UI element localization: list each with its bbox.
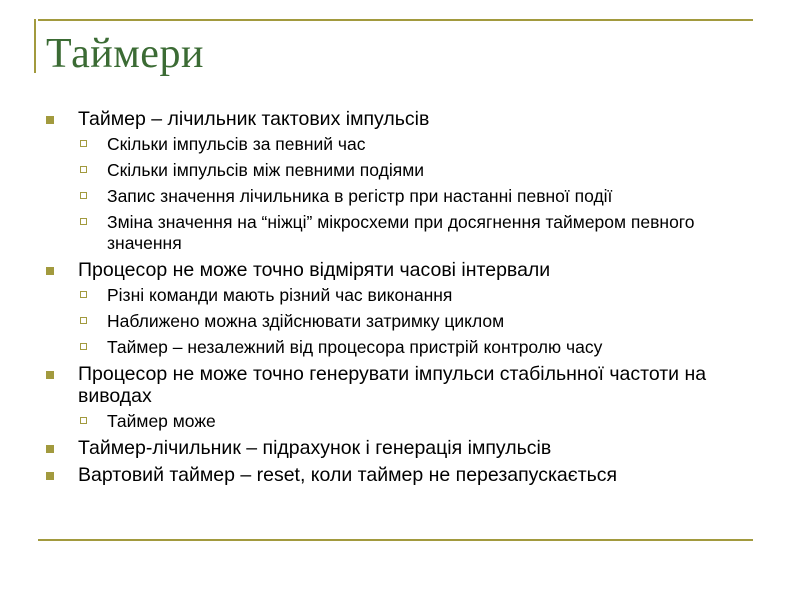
hollow-square-bullet-icon <box>80 291 87 298</box>
hollow-square-bullet-icon <box>80 417 87 424</box>
bullet-text: Вартовий таймер – reset, коли таймер не перезапускається <box>78 464 618 486</box>
square-bullet-icon <box>46 445 54 453</box>
bullet-item <box>46 259 766 281</box>
sub-bullet-text: Таймер – незалежний від процесора пристрій контролю часу <box>107 337 603 357</box>
slide-title: Таймери <box>46 31 204 77</box>
bullet-text: Процесор не може точно відміряти часові інтервали <box>78 259 551 281</box>
sub-bullet-text: Різні команди мають різний час виконання <box>107 285 453 305</box>
sub-bullet-text: Наближено можна здійснювати затримку циклом <box>107 311 505 331</box>
square-bullet-icon <box>46 371 54 379</box>
sub-bullet-item <box>46 285 766 306</box>
sub-bullet-item <box>46 212 766 254</box>
sub-bullet-text: Запис значення лічильника в регістр при настанні певної події <box>107 186 613 206</box>
square-bullet-icon <box>46 472 54 480</box>
bullet-text: Процесор не може точно генерувати імпульси стабільнної частоти на виводах <box>78 363 707 407</box>
hollow-square-bullet-icon <box>80 218 87 225</box>
sub-bullet-item <box>46 311 766 332</box>
sub-bullet-item <box>46 134 766 155</box>
bullet-text: Таймер-лічильник – підрахунок і генерація імпульсів <box>78 437 552 459</box>
sub-bullet-text: Зміна значення на “ніжці” мікросхеми при досягнення таймером певного значення <box>107 212 695 253</box>
bottom-rule <box>38 539 753 541</box>
hollow-square-bullet-icon <box>80 317 87 324</box>
slide-content <box>46 108 766 491</box>
bullet-item <box>46 363 766 407</box>
hollow-square-bullet-icon <box>80 192 87 199</box>
bullet-item <box>46 464 766 486</box>
sub-bullet-text: Скільки імпульсів за певний час <box>107 134 366 154</box>
sub-bullet-item <box>46 186 766 207</box>
square-bullet-icon <box>46 267 54 275</box>
sub-bullet-text: Скільки імпульсів між певними подіями <box>107 160 424 180</box>
hollow-square-bullet-icon <box>80 140 87 147</box>
sub-bullet-item <box>46 160 766 181</box>
left-rule <box>34 19 36 73</box>
square-bullet-icon <box>46 116 54 124</box>
bullet-item <box>46 437 766 459</box>
sub-bullet-text: Таймер може <box>107 411 216 431</box>
hollow-square-bullet-icon <box>80 343 87 350</box>
bullet-text: Таймер – лічильник тактових імпульсів <box>78 108 430 130</box>
hollow-square-bullet-icon <box>80 166 87 173</box>
sub-bullet-item <box>46 337 766 358</box>
top-rule <box>38 19 753 21</box>
bullet-item <box>46 108 766 130</box>
sub-bullet-item <box>46 411 766 432</box>
